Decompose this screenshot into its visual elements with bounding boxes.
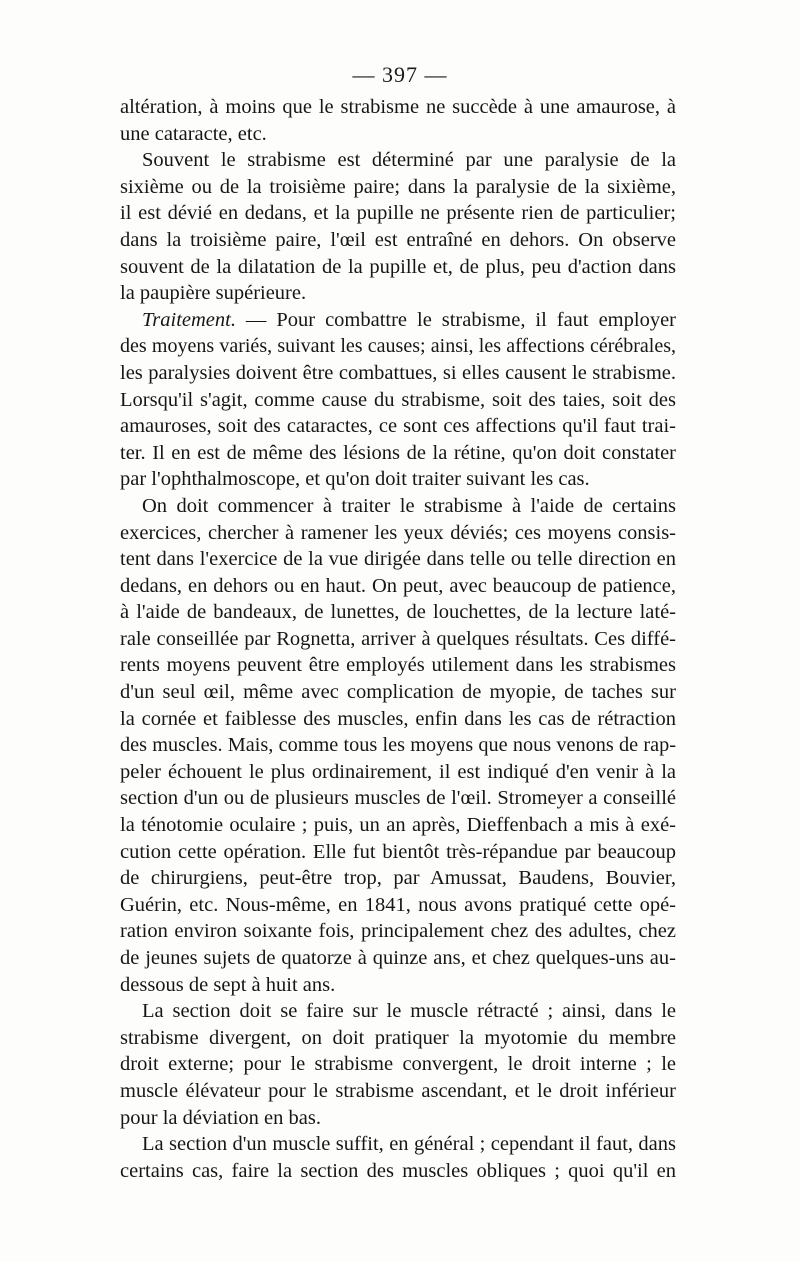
text-line: la ténotomie oculaire ; puis, un an après, Dieffenbach a mis à exé- bbox=[120, 814, 676, 837]
text-line: amauroses, soit des cataractes, ce sont ces affections qu'il faut trai- bbox=[120, 415, 676, 438]
text-line: souvent de la dilatation de la pupille et, de plus, peu d'action dans bbox=[120, 255, 676, 278]
text-line: section d'un ou de plusieurs muscles de l'œil. Stromeyer a conseillé bbox=[120, 787, 676, 810]
text-line: cution cette opération. Elle fut bientôt très-répandue par beaucoup bbox=[120, 840, 676, 863]
text-line: de chirurgiens, peut-être trop, par Amussat, Baudens, Bouvier, bbox=[120, 867, 676, 890]
text-line bbox=[120, 307, 676, 334]
text-line: par l'ophthalmoscope, et qu'on doit traiter suivant les cas. bbox=[120, 468, 590, 491]
text-line: Souvent le strabisme est déterminé par une paralysie de la bbox=[142, 149, 676, 172]
text-line: de jeunes sujets de quatorze à quinze ans, et chez quelques-uns au- bbox=[120, 947, 676, 969]
text-line-content: — Pour combattre le strabisme, il faut employer bbox=[235, 308, 676, 331]
text-line: à l'aide de bandeaux, de lunettes, de louchettes, de la lecture laté- bbox=[120, 601, 676, 624]
page-number: — 397 — bbox=[352, 62, 448, 87]
text-line: exercices, chercher à ramener les yeux déviés; ces moyens consis- bbox=[120, 521, 676, 544]
text-line: La section d'un muscle suffit, en général ; cependant il faut, dans bbox=[142, 1133, 676, 1156]
text-line: la cornée et faiblesse des muscles, enfin dans les cas de rétraction bbox=[120, 707, 676, 730]
section-heading: Traitement. bbox=[142, 308, 236, 331]
text-line: la paupière supérieure. bbox=[120, 282, 307, 305]
text-line: ration environ soixante fois, principalement chez des adultes, chez bbox=[120, 920, 676, 943]
text-line: dans la troisième paire, l'œil est entraîné en dehors. On observe bbox=[120, 228, 676, 251]
text-line: dedans, en dehors ou en haut. On peut, avec beaucoup de patience, bbox=[120, 574, 676, 597]
text-line: La section doit se faire sur le muscle rétracté ; ainsi, dans le bbox=[142, 1000, 676, 1023]
text-line: rents moyens peuvent être employés utilement dans les strabismes bbox=[120, 654, 676, 677]
text-line: pour la déviation en bas. bbox=[120, 1106, 321, 1129]
text-line: certains cas, faire la section des muscles obliques ; quoi qu'il en bbox=[120, 1159, 676, 1182]
text-line: ter. Il en est de même des lésions de la rétine, qu'on doit constater bbox=[120, 441, 676, 464]
text-line: On doit commencer à traiter le strabisme à l'aide de certains bbox=[142, 494, 676, 517]
text-line: sixième ou de la troisième paire; dans la paralysie de la sixième, bbox=[120, 175, 676, 198]
text-line: strabisme divergent, on doit pratiquer la myotomie du membre bbox=[120, 1026, 676, 1049]
text-line: dessous de sept à huit ans. bbox=[120, 973, 336, 996]
text-line: Guérin, etc. Nous-même, en 1841, nous avons pratiqué cette opé- bbox=[120, 893, 676, 916]
text-line: muscle élévateur pour le strabisme ascendant, et le droit inférieur bbox=[120, 1079, 676, 1102]
text-line: peler échouent le plus ordinairement, il est indiqué d'en venir à la bbox=[120, 760, 676, 783]
text-line: des moyens variés, suivant les causes; ainsi, les affections cérébrales, bbox=[120, 335, 676, 358]
text-line: d'un seul œil, même avec complication de myopie, de taches sur bbox=[120, 681, 676, 704]
text-line: altération, à moins que le strabisme ne succède à une amaurose, à bbox=[120, 96, 676, 118]
text-line: il est dévié en dedans, et la pupille ne présente rien de particulier; bbox=[120, 202, 676, 225]
text-line: les paralysies doivent être combattues, si elles causent le strabisme. bbox=[120, 361, 676, 384]
text-line: droit externe; pour le strabisme convergent, le droit interne ; le bbox=[120, 1053, 676, 1076]
text-line: rale conseillée par Rognetta, arriver à quelques résultats. Ces diffé- bbox=[120, 627, 676, 650]
text-line: Lorsqu'il s'agit, comme cause du strabisme, soit des taies, soit des bbox=[120, 388, 676, 411]
text-line: tent dans l'exercice de la vue dirigée dans telle ou telle direction en bbox=[120, 548, 676, 571]
text-line: une cataracte, etc. bbox=[120, 122, 267, 145]
body-text bbox=[120, 94, 676, 1184]
text-line: des muscles. Mais, comme tous les moyens que nous venons de rap- bbox=[120, 734, 676, 757]
